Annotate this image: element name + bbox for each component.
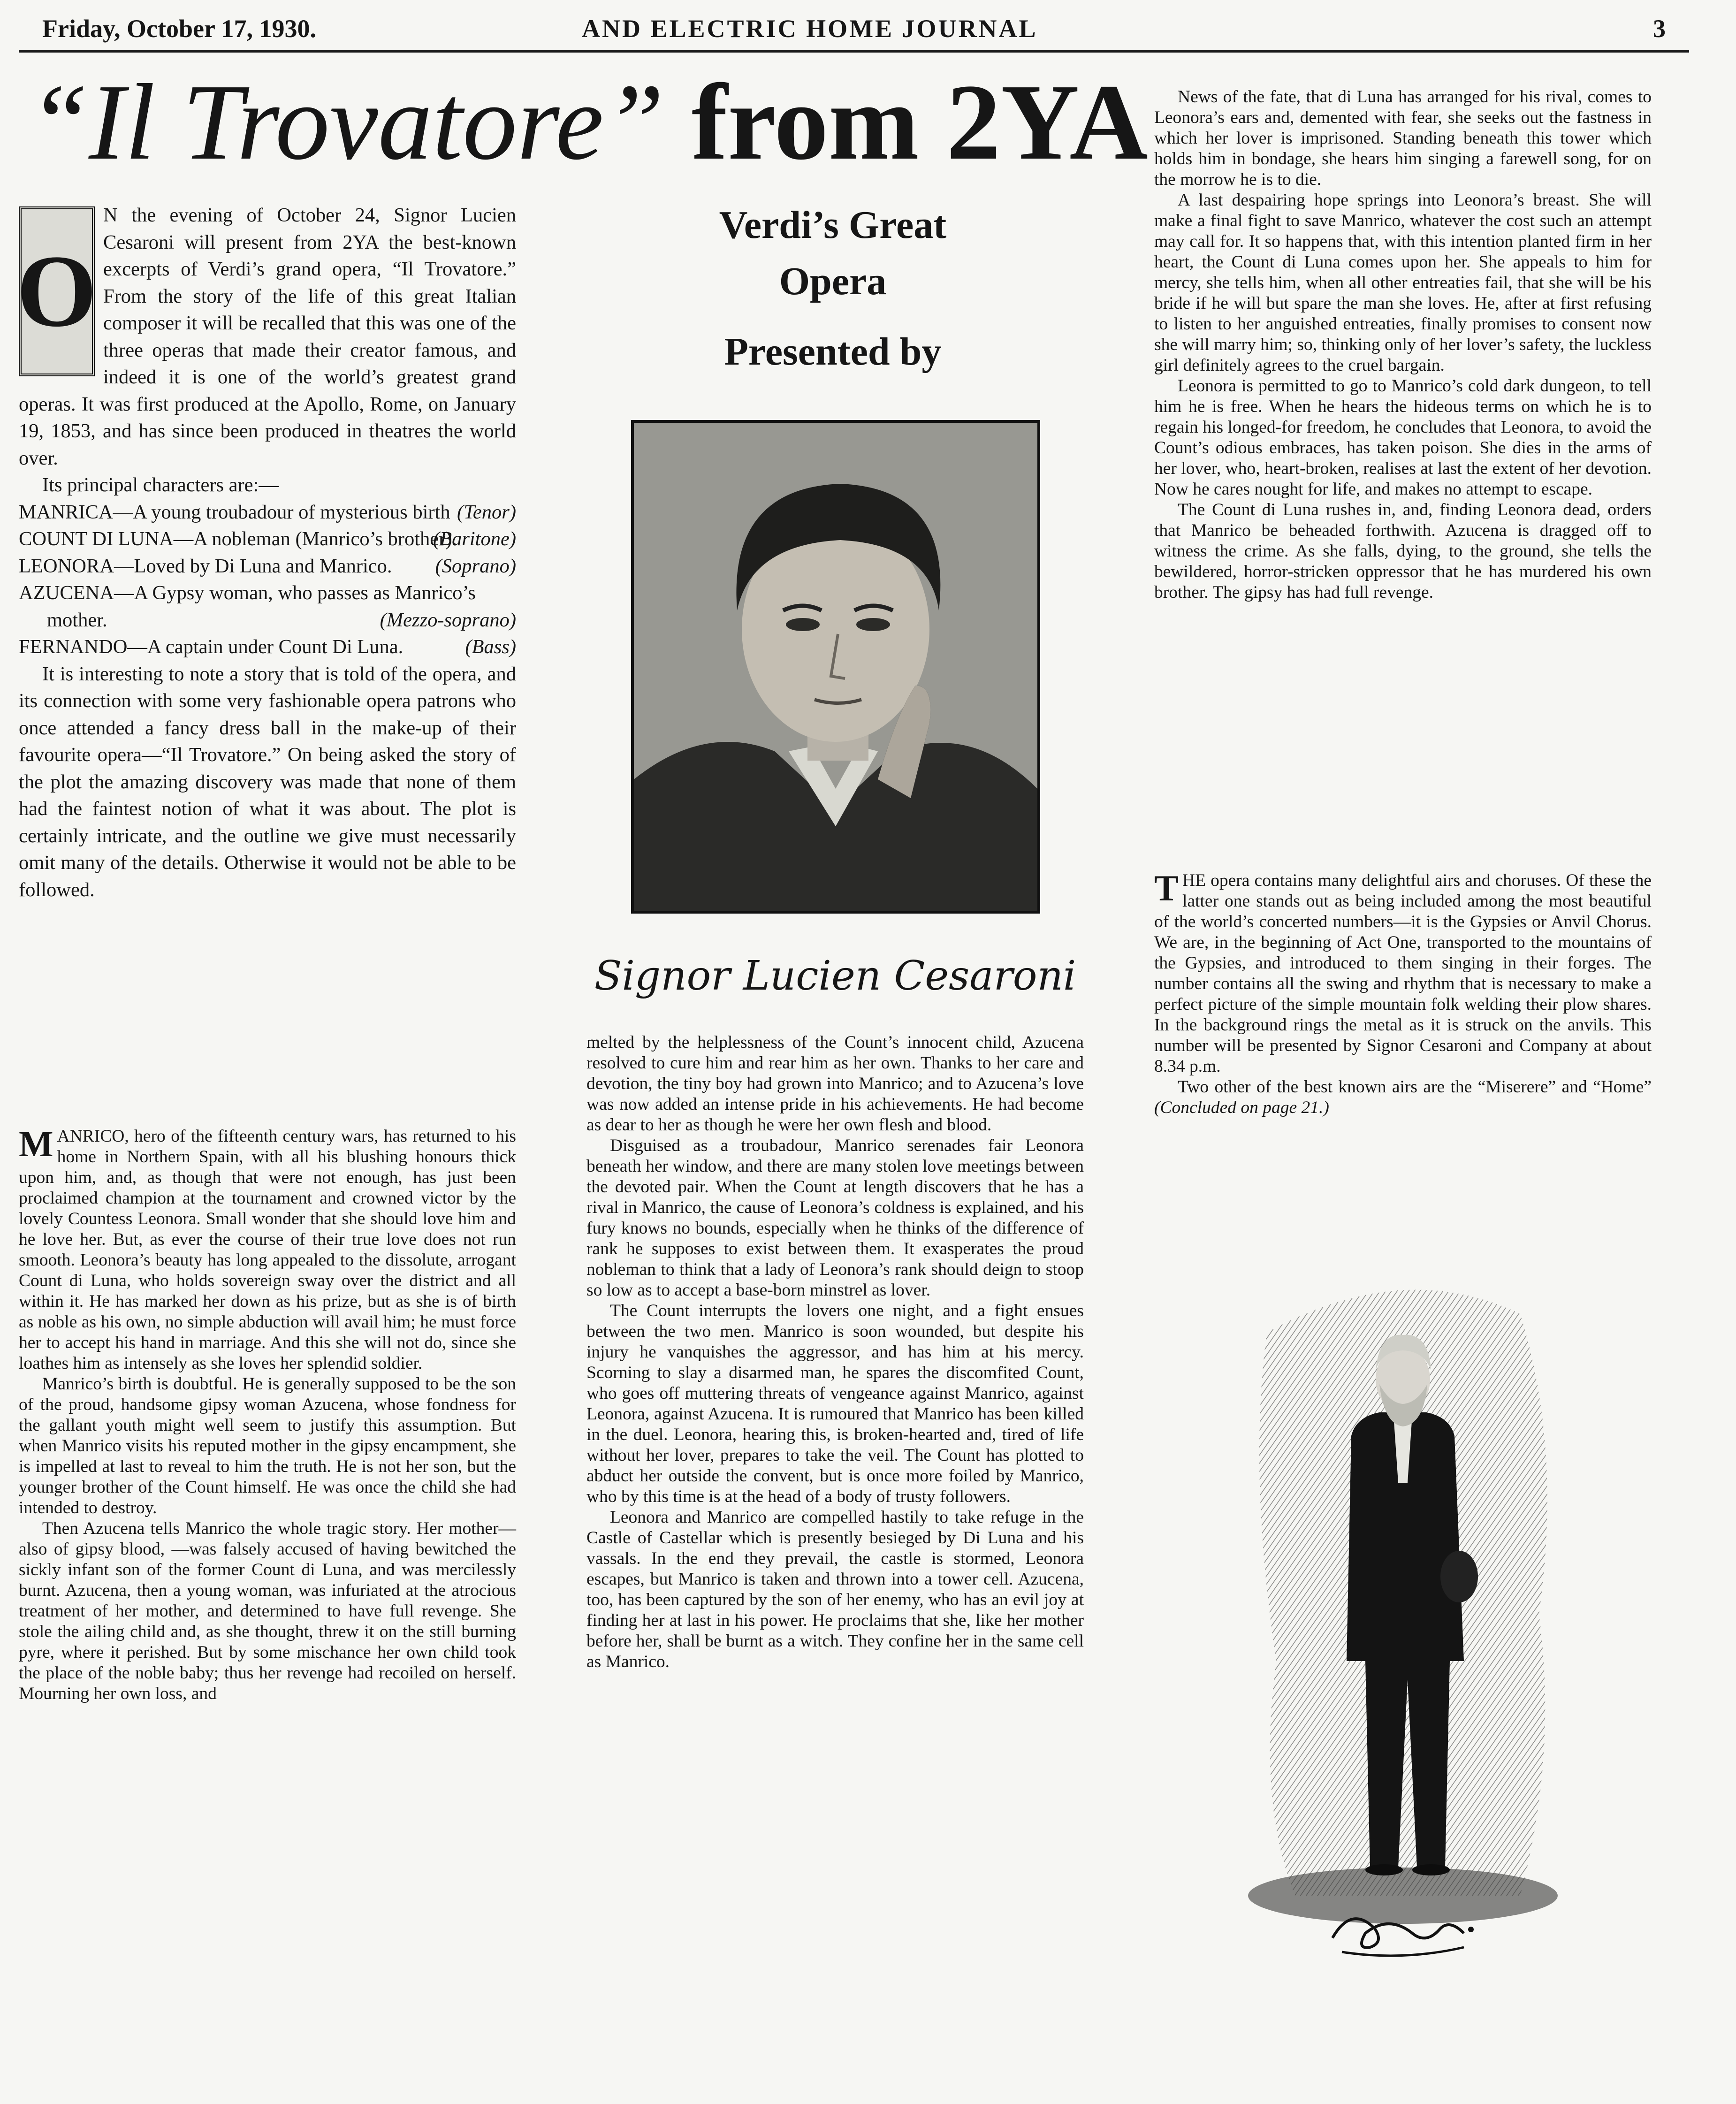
cast-item: COUNT DI LUNA—A nobleman (Manrico’s brother). (Baritone)	[19, 528, 516, 550]
story-paragraph: ANRICO, hero of the fifteenth century wars, has returned to his home in Northern Spain, with all his blushing honours thick upon him, and, as though that were not enough, has just been proclaimed champion at the tournament and crowned victor by the lovely Countess Leonora. Small wonder that she should love him and he love her. But, as ever the course of their true love does not run smooth. Leonora’s beauty has long appealed to the dissolute, arrogant Count di Luna, who holds sovereign sway over the district and all within it. He has marked her down as his prize, but as she is of birth as noble as his own, no simple abduction will avail him; he must force her to accept his hand in marriage. And this she will not do, since she loathes him as intensely as she loves her splendid soldier.	[19, 1127, 516, 1373]
story-paragraph: The Count interrupts the lovers one night, and a fight ensues between the two men. Manrico is soon wounded, but despite his injury he vanquishes the aggressor, and has him at his mercy. Scorning to slay a disarmed man, he spares the discomfited Count, who goes off muttering threats of vengeance against Manrico, against Leonora, against Azucena. It is rumoured that Manrico has been killed in the duel. Leonora, hearing this, is broken-hearted and, tired of life without her lover, prepares to take the veil. The Count has plotted to abduct her outside the convent, but is once more foiled by Manrico, who by this time is at the head of a body of trusty followers.	[586, 1301, 1084, 1506]
story-paragraph: A last despairing hope springs into Leonora’s breast. She will make a final fight to save Manrico, whatever the cost such an attempt may call for. It so happens that, with this intention planted firm in her heart, the Count di Luna comes upon her. She appeals to him for mercy, she tells him, when all other entreaties fail, that she will be his bride if he will but spare the man she loves. He, after at first refusing to listen to her anguished entreaties, finally promises to consent now she will marry him; so, thinking only of her lover’s safety, the luckless girl definitely agrees to the cruel bargain.	[1154, 191, 1652, 375]
continuation-note: (Concluded on page 21.)	[1154, 1098, 1329, 1117]
portrait-caption: Signor Lucien Cesaroni	[594, 953, 1076, 999]
story-column-2	[586, 1032, 1084, 1672]
story-paragraph: Then Azucena tells Manrico the whole tragic story. Her mother—also of gipsy blood, —was falsely accused of having bewitched the sickly infant son of the former Count di Luna, and was mercilessly burnt. Azucena, then a young woman, was infuriated at the atrocious treatment of her mother, and determined to have full revenge. She stole the ailing child and, as she thought, threw it on the still burning pyre, where it perished. But by some mischance her own child took the place of the noble baby; thus her revenge had recoiled on herself. Mourning her own loss, and	[19, 1519, 516, 1703]
drop-cap: O	[19, 206, 95, 376]
story-paragraph: Leonora and Manrico are compelled hastily to take refuge in the Castle of Castellar which is presently besieged by Di Luna and his vassals. In the end they prevail, the castle is stormed, Leonora escapes, but Manrico is taken and thrown into a tower cell. Azucena, too, has been captured by the son of her enemy, who has an evil joy at finding her at last in his power. He proclaims that she, like her mother before her, shall be burnt as a witch. They confine her in the same cell as Manrico.	[586, 1508, 1084, 1671]
cast-item: AZUCENA—A Gypsy woman, who passes as Manrico’s mother. (Mezzo-soprano)	[19, 582, 516, 631]
cast-list	[19, 499, 516, 661]
headline-opera: “Il Trovatore”	[28, 62, 664, 183]
issue-date: Friday, October 17, 1930.	[42, 15, 316, 43]
cast-item: LEONORA—Loved by Di Luna and Manrico. (Soprano)	[19, 555, 516, 577]
headline-station: from 2YA	[664, 62, 1148, 183]
cast-item: FERNANDO—A captain under Count Di Luna. (Bass)	[19, 636, 516, 658]
story-paragraph: Leonora is permitted to go to Manrico’s cold dark dungeon, to tell him he is free. When he hears the hideous terms on which he is to regain his longed-for freedom, he concludes that Leonora, to avoid the Count’s odious embraces, has taken poison. She dies in the arms of her lover, who, heart-broken, realises at last the extent of her devotion. Now he cares nought for life, and makes no attempt to escape.	[1154, 376, 1652, 499]
story-paragraph: Disguised as a troubadour, Manrico serenades fair Leonora beneath her window, and there are many stolen love meetings between the devoted pair. When the Count at length discovers that he has a rival in Manrico, the cause of Leonora’s coldness is explained, and his fury knows no bounds, especially when he thinks of the difference of rank he supposes to exist between them. It exasperates the proud nobleman to think that a lady of Leonora’s rank should deign to stoop so low as to accept a base-born minstrel as lover.	[586, 1136, 1084, 1300]
cast-item: MANRICA—A young troubadour of mysterious birth (Tenor)	[19, 501, 516, 523]
story-paragraph: News of the fate, that di Luna has arranged for his rival, comes to Leonora’s ears and, demented with fear, she seeks out the fastness in which her lover is imprisoned. Standing beneath this tower which holds him in bondage, she hears him singing a farewell song, for on the morrow he is to die.	[1154, 87, 1652, 189]
portrait-illustration	[634, 423, 1037, 911]
page-number: 3	[1653, 15, 1666, 43]
story-paragraph: melted by the helplessness of the Count’s innocent child, Azucena resolved to cure him and rear him as her own. Thanks to her care and devotion, the tiny boy had grown into Manrico; and to Azucena’s love was now added an intense pride in his achievements. He had become as dear to her as though he were her own flesh and blood.	[586, 1033, 1084, 1135]
verdi-engraving	[1239, 1239, 1567, 1961]
airs-column	[1154, 870, 1652, 1118]
subhead-line: Verdi’s Great	[719, 203, 947, 247]
story-column-1	[19, 1123, 516, 1704]
header-rule	[19, 50, 1689, 53]
section-cap: T	[1154, 868, 1179, 908]
airs-paragraph: HE opera contains many delightful airs and choruses. Of these the latter one stands out as being included among the most beautiful of the world’s concerted numbers—it is the Gypsies or Anvil Chorus. We are, in the beginning of Act One, transported to the mountains of the Gypsies, and introduced to them singing in their forges. The number contains all the swing and rhythm that is necessary to make a perfect picture of the simple mountain folk welding their plow shares. In the background rings the metal as it is struck on the anvils. This number will be presented by Signor Cesaroni and Company at about 8.34 p.m.	[1154, 871, 1652, 1076]
section-cap: M	[19, 1123, 53, 1164]
subhead-line: Presented by	[724, 330, 942, 374]
portrait-photo	[631, 420, 1040, 914]
sub-headline	[610, 197, 1056, 380]
signature-icon	[1323, 1896, 1483, 1966]
verdi-signature	[1323, 1896, 1483, 1966]
airs-paragraph: Two other of the best known airs are the “Miserere” and “Home”	[1178, 1077, 1652, 1097]
story-column-3	[1154, 87, 1652, 603]
intro-column	[16, 202, 516, 903]
publication-name: AND ELECTRIC HOME JOURNAL	[582, 15, 1038, 43]
characters-intro: Its principal characters are:—	[42, 474, 279, 496]
story-paragraph: Manrico’s birth is doubtful. He is generally supposed to be the son of the proud, handsome gipsy woman Azucena, whose fondness for the gallant youth might well seem to justify this assumption. But when Manrico visits his reputed mother in the gipsy encampment, she is impelled at last to reveal to him the truth. He is not her son, but the younger brother of the Count himself. He was once the child she had intended to destroy.	[19, 1374, 516, 1517]
subhead-line: Opera	[779, 259, 887, 303]
engraving-illustration	[1239, 1239, 1567, 1961]
anecdote-paragraph: It is interesting to note a story that is told of the opera, and its connection with some very fashionable opera patrons who once attended a fancy dress ball in the make-up of their favourite opera—“Il Trovatore.” On being asked the story of the plot the amazing discovery was made that none of them had the faintest notion of what it was about. The plot is certainly intricate, and the outline we give must necessarily omit many of the details. Otherwise it would not be able to be followed.	[19, 663, 516, 901]
intro-paragraph: N the evening of October 24, Signor Lucien Cesaroni will present from 2YA the best-known excerpts of Verdi’s grand opera, “Il Trovatore.” From the story of the life of this great Italian composer it will be recalled that this was one of the three operas that made their creator famous, and indeed it is one of the world’s greatest grand operas. It was first produced at the Apollo, Rome, on January 19, 1853, and has since been produced in theatres the world over.	[19, 204, 516, 469]
page-header	[42, 14, 1666, 52]
article-headline	[28, 62, 1178, 183]
story-paragraph: The Count di Luna rushes in, and, finding Leonora dead, orders that Manrico be beheaded forthwith. Azucena is dragged off to witness the crime. As she falls, dying, to the ground, she tells the bewildered, horror-stricken oppressor that he has murdered his own brother. The gipsy has had full revenge.	[1154, 500, 1652, 602]
